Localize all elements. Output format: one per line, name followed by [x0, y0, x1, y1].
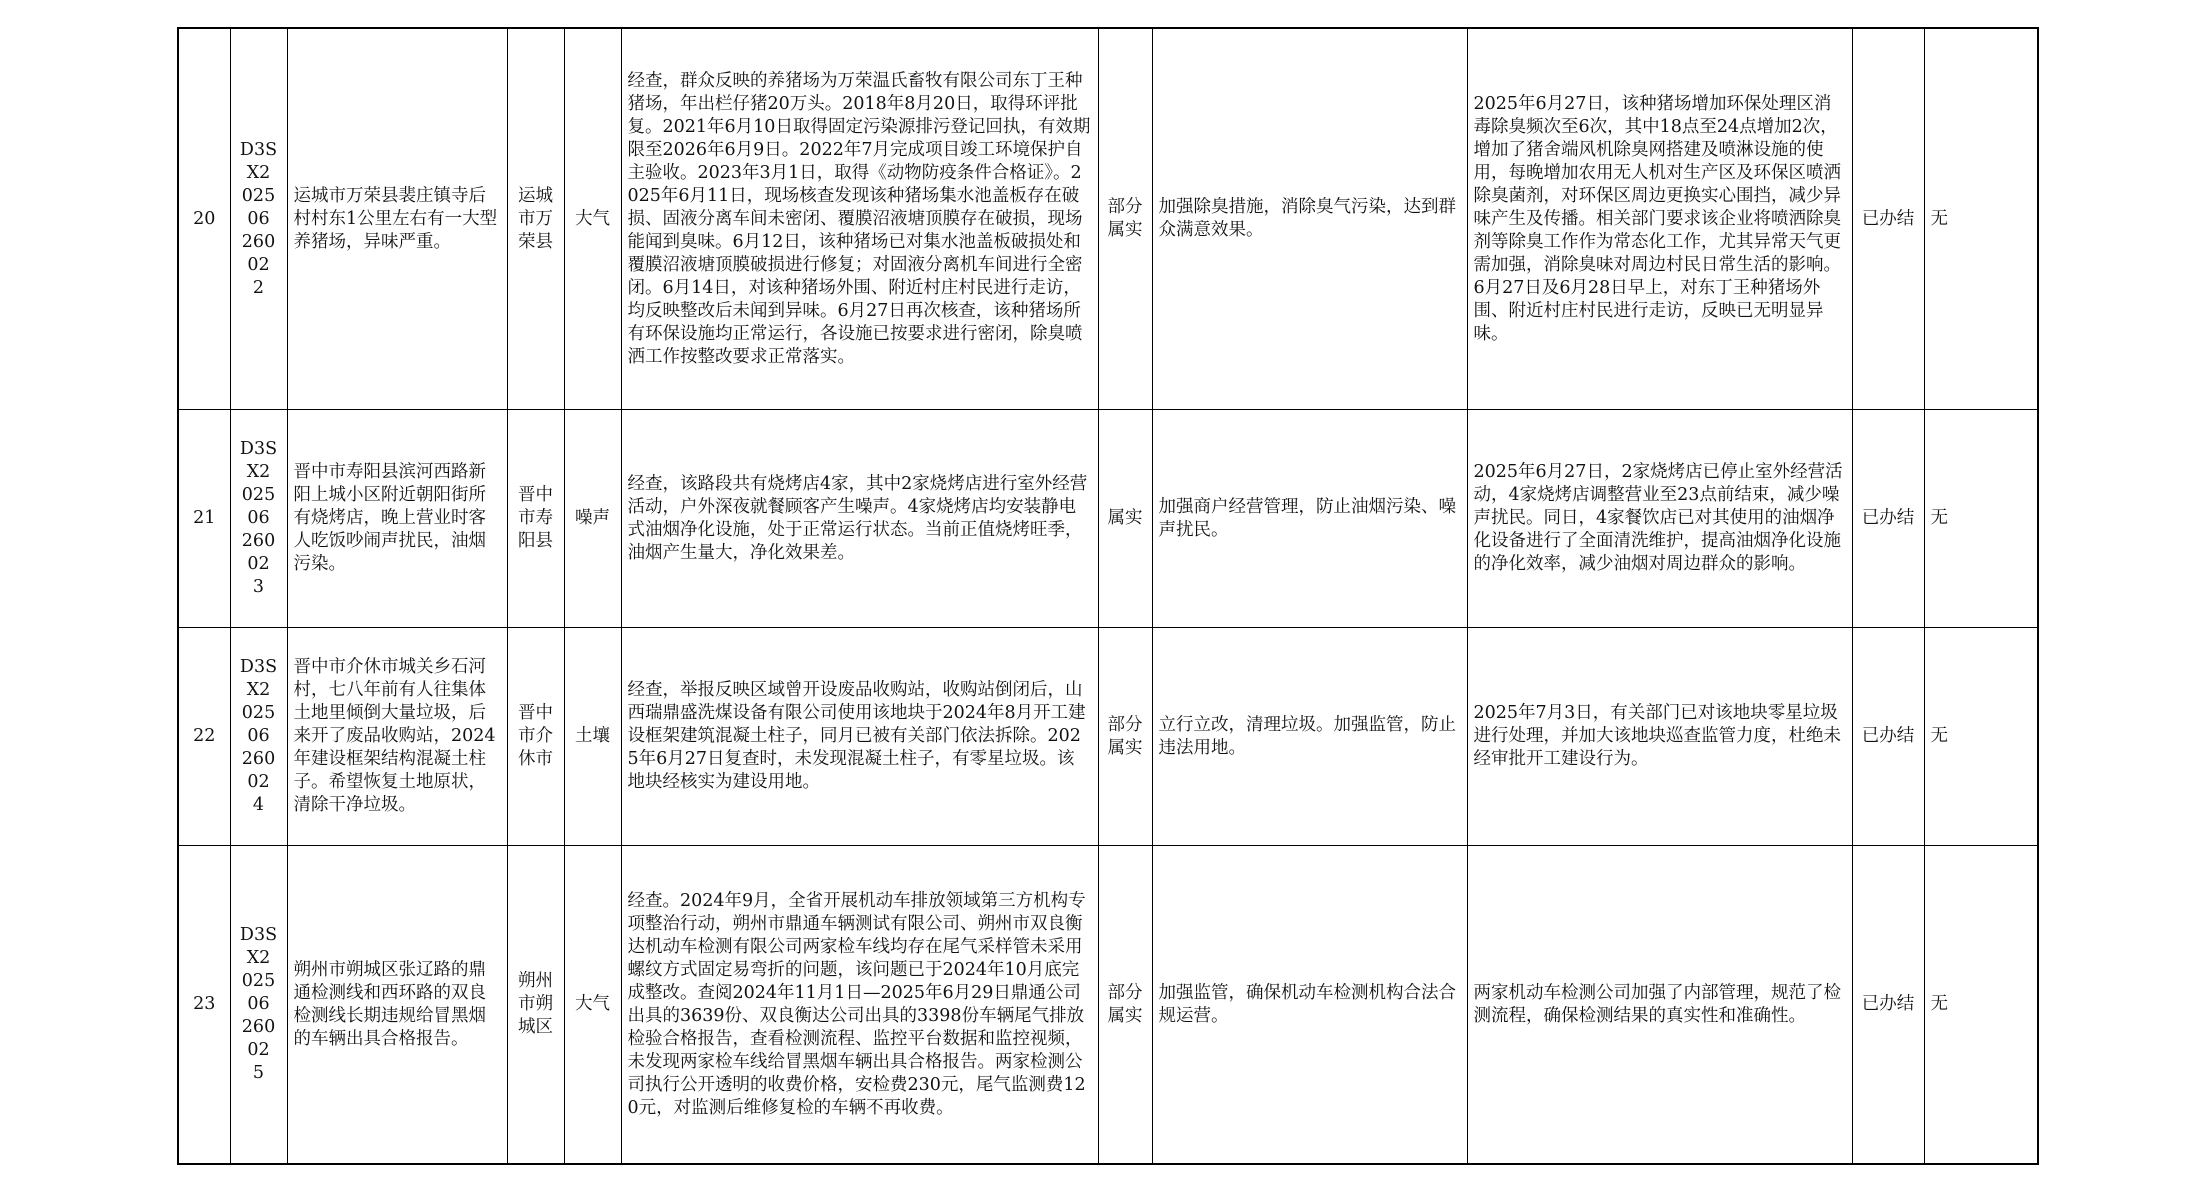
- accountability-note: 无: [1924, 628, 2038, 846]
- verification-verdict: 部分属实: [1098, 28, 1152, 410]
- table-row: [178, 28, 2038, 410]
- row-index: 23: [178, 846, 230, 1165]
- table-row: [178, 410, 2038, 628]
- complaint-content: 运城市万荣县裴庄镇寺后村村东1公里左右有一大型养猪场，异味严重。: [287, 28, 507, 410]
- verification-verdict: 部分属实: [1098, 846, 1152, 1165]
- accountability-note: 无: [1924, 410, 2038, 628]
- administrative-region: 朔州市朔城区: [507, 846, 564, 1165]
- accountability-note: 无: [1924, 846, 2038, 1165]
- investigation-finding: 经查，群众反映的养猪场为万荣温氏畜牧有限公司东丁王种猪场，年出栏仔猪20万头。2018年8月20日，取得环评批复。2021年6月10日取得固定污染源排污登记回执，有效期限至2026年6月9日。2022年7月完成项目竣工环境保护自主验收。2023年3月1日，取得《动物防疫条件合格证》。2025年6月11日，现场核查发现该种猪场集水池盖板存在破损、固液分离车间未密闭、覆膜沼液塘顶膜存在破损，现场能闻到臭味。6月12日，该种猪场已对集水池盖板破损处和覆膜沼液塘顶膜破损进行修复；对固液分离机车间进行全密闭。6月14日，对该种猪场外围、附近村庄村民进行走访，均反映整改后未闻到异味。6月27日再次核查，该种猪场所有环保设施均正常运行，各设施已按要求进行密闭，除臭喷洒工作按整改要求正常落实。: [621, 28, 1098, 410]
- administrative-region: 晋中市寿阳县: [507, 410, 564, 628]
- complaint-content: 晋中市介休市城关乡石河村，七八年前有人往集体土地里倾倒大量垃圾，后来开了废品收购站，2024年建设框架结构混凝土柱子。希望恢复土地原状，清除干净垃圾。: [287, 628, 507, 846]
- investigation-finding: 经查，举报反映区域曾开设废品收购站，收购站倒闭后，山西瑞鼎盛洗煤设备有限公司使用该地块于2024年8月开工建设框架建筑混凝土柱子，同月已被有关部门依法拆除。2025年6月27日复查时，未发现混凝土柱子，有零星垃圾。该地块经核实为建设用地。: [621, 628, 1098, 846]
- rectification-result: 2025年6月27日，2家烧烤店已停止室外经营活动，4家烧烤店调整营业至23点前结束，减少噪声扰民。同日，4家餐饮店已对其使用的油烟净化设备进行了全面清洗维护，提高油烟净化设施的净化效率，减少油烟对周边群众的影响。: [1467, 410, 1852, 628]
- rectification-result: 2025年6月27日，该种猪场增加环保处理区消毒除臭频次至6次，其中18点至24点增加2次，增加了猪舍端风机除臭网搭建及喷淋设施的使用，每晚增加农用无人机对生产区及环保区喷洒除臭菌剂，对环保区周边更换实心围挡，减少异味产生及传播。相关部门要求该企业将喷洒除臭剂等除臭工作作为常态化工作，尤其异常天气更需加强，消除臭味对周边村民日常生活的影响。6月27日及6月28日早上，对东丁王种猪场外围、附近村庄村民进行走访，反映已无明显异味。: [1467, 28, 1852, 410]
- status-badge: 已办结: [1852, 846, 1924, 1165]
- pollution-type: 土壤: [564, 628, 621, 846]
- table-row: [178, 628, 2038, 846]
- accountability-note: 无: [1924, 28, 2038, 410]
- rectification-goal: 加强商户经营管理，防止油烟污染、噪声扰民。: [1152, 410, 1467, 628]
- pollution-type: 大气: [564, 28, 621, 410]
- rectification-goal: 立行立改，清理垃圾。加强监管，防止违法用地。: [1152, 628, 1467, 846]
- complaint-content: 晋中市寿阳县滨河西路新阳上城小区附近朝阳街所有烧烤店，晚上营业时客人吃饭吵闹声扰民，油烟污染。: [287, 410, 507, 628]
- complaint-content: 朔州市朔城区张辽路的鼎通检测线和西环路的双良检测线长期违规给冒黑烟的车辆出具合格报告。: [287, 846, 507, 1165]
- rectification-goal: 加强监管，确保机动车检测机构合法合规运营。: [1152, 846, 1467, 1165]
- verification-verdict: 部分属实: [1098, 628, 1152, 846]
- row-index: 20: [178, 28, 230, 410]
- verification-verdict: 属实: [1098, 410, 1152, 628]
- rectification-goal: 加强除臭措施，消除臭气污染，达到群众满意效果。: [1152, 28, 1467, 410]
- complaint-table: [177, 27, 2039, 1165]
- case-code: D3SX2 02506 26002 5: [230, 846, 287, 1165]
- rectification-result: 2025年7月3日，有关部门已对该地块零星垃圾进行处理，并加大该地块巡查监管力度，杜绝未经审批开工建设行为。: [1467, 628, 1852, 846]
- status-badge: 已办结: [1852, 410, 1924, 628]
- pollution-type: 大气: [564, 846, 621, 1165]
- case-code: D3SX2 02506 26002 2: [230, 28, 287, 410]
- rectification-result: 两家机动车检测公司加强了内部管理，规范了检测流程，确保检测结果的真实性和准确性。: [1467, 846, 1852, 1165]
- investigation-finding: 经查，该路段共有烧烤店4家，其中2家烧烤店进行室外经营活动，户外深夜就餐顾客产生噪声。4家烧烤店均安装静电式油烟净化设施，处于正常运行状态。当前正值烧烤旺季，油烟产生量大，净化效果差。: [621, 410, 1098, 628]
- administrative-region: 运城市万荣县: [507, 28, 564, 410]
- case-code: D3SX2 02506 26002 4: [230, 628, 287, 846]
- case-code: D3SX2 02506 26002 3: [230, 410, 287, 628]
- pollution-type: 噪声: [564, 410, 621, 628]
- status-badge: 已办结: [1852, 628, 1924, 846]
- row-index: 22: [178, 628, 230, 846]
- document-page: [177, 27, 2037, 1165]
- administrative-region: 晋中市介休市: [507, 628, 564, 846]
- table-row: [178, 846, 2038, 1165]
- status-badge: 已办结: [1852, 28, 1924, 410]
- investigation-finding: 经查。2024年9月，全省开展机动车排放领域第三方机构专项整治行动，朔州市鼎通车辆测试有限公司、朔州市双良衡达机动车检测有限公司两家检车线均存在尾气采样管未采用螺纹方式固定易弯折的问题，该问题已于2024年10月底完成整改。查阅2024年11月1日—2025年6月29日鼎通公司出具的3639份、双良衡达公司出具的3398份车辆尾气排放检验合格报告，查看检测流程、监控平台数据和监控视频，未发现两家检车线给冒黑烟车辆出具合格报告。两家检测公司执行公开透明的收费价格，安检费230元，尾气监测费120元，对监测后维修复检的车辆不再收费。: [621, 846, 1098, 1165]
- row-index: 21: [178, 410, 230, 628]
